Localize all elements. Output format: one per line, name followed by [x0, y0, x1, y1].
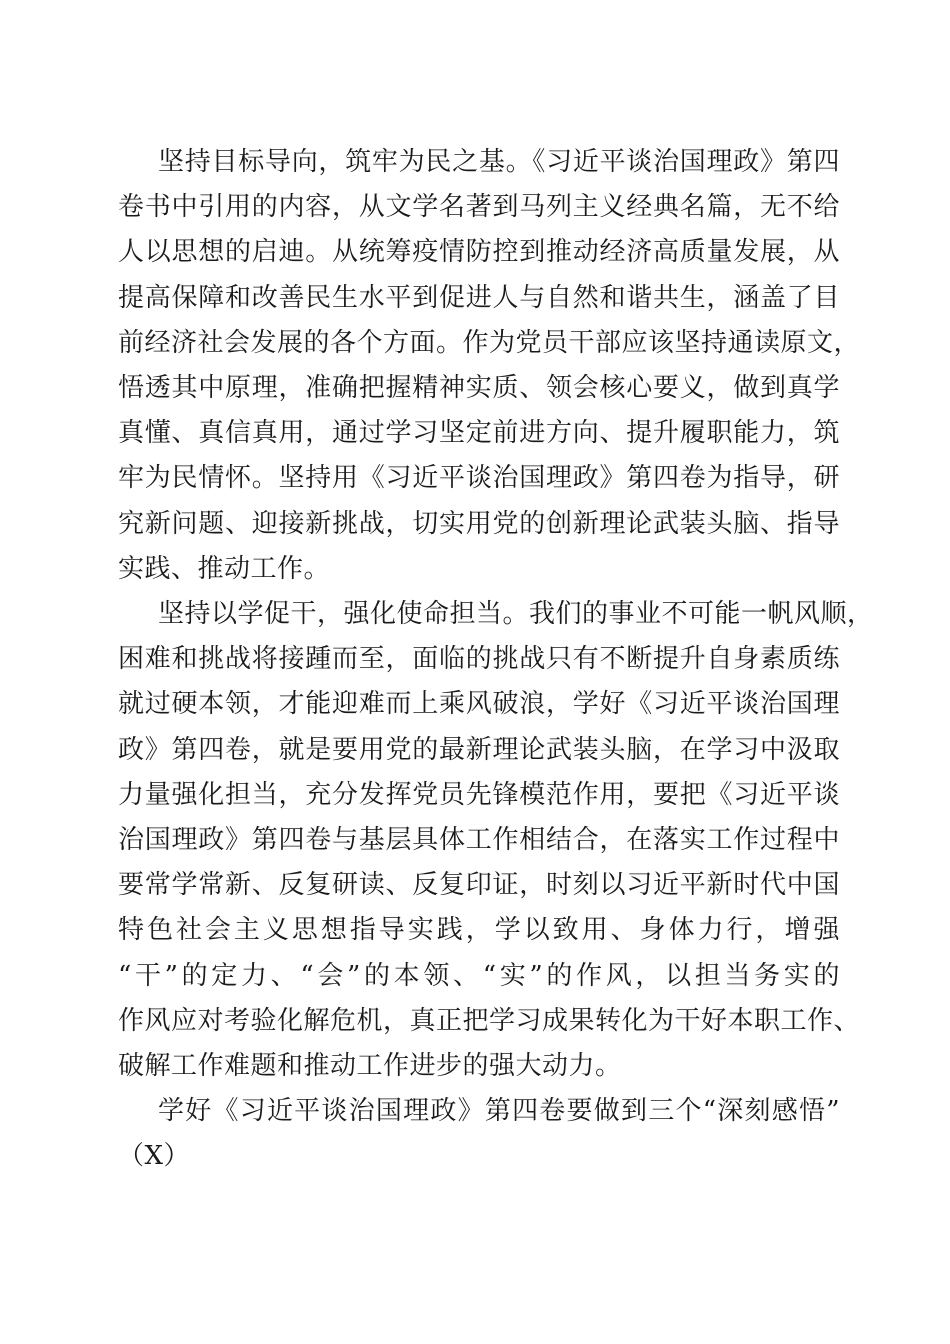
- paragraph-line: 卷书中引用的内容，从文学名著到马列主义经典名篇，无不给: [118, 192, 840, 223]
- paragraph-line: 破解工作难题和推动工作进步的强大动力。: [118, 1051, 622, 1082]
- paragraph-line: 治国理政》第四卷与基层具体工作相结合，在落实工作过程中: [118, 825, 840, 856]
- paragraph-line: 提高保障和改善民生水平到促进人与自然和谐共生，涵盖了目: [118, 282, 840, 313]
- paragraph-line: 坚持目标导向，筑牢为民之基。《习近平谈治国理政》第四: [158, 147, 840, 177]
- paragraph-line: 力量强化担当，充分发挥党员先锋模范作用，要把《习近平谈: [118, 779, 840, 810]
- paragraph-line: 悟透其中原理，准确把握精神实质、领会核心要义，做到真学: [118, 373, 840, 404]
- paragraph-line: 要常学常新、反复研读、反复印证，时刻以习近平新时代中国: [118, 870, 840, 901]
- paragraph-line: 特色社会主义思想指导实践，学以致用、身体力行，增强: [118, 915, 840, 946]
- paragraph-line: 坚持以学促干，强化使命担当。我们的事业不可能一帆风顺，: [158, 599, 874, 630]
- paragraph-line: 困难和挑战将接踵而至，面临的挑战只有不断提升自身素质练: [118, 644, 840, 675]
- paragraph-line: 实践、推动工作。: [118, 553, 331, 584]
- paragraph-section-heading: [118, 1089, 840, 1179]
- paragraph-line: 学好《习近平谈治国理政》第四卷要做到三个“深刻感悟”: [158, 1096, 840, 1127]
- paragraph-line: 政》第四卷，就是要用党的最新理论武装头脑，在学习中汲取: [118, 734, 840, 765]
- paragraph-line: 牢为民情怀。坚持用《习近平谈治国理政》第四卷为指导，研: [118, 463, 840, 494]
- paragraph-line: （X）: [118, 1141, 191, 1172]
- paragraph-line: 人以思想的启迪。从统筹疫情防控到推动经济高质量发展，从: [118, 237, 840, 268]
- paragraph-line: 究新问题、迎接新挑战，切实用党的创新理论武装头脑、指导: [118, 508, 840, 539]
- paragraph-line: 作风应对考验化解危机，真正把学习成果转化为干好本职工作、: [118, 1005, 861, 1036]
- paragraph-line: 真懂、真信真用，通过学习坚定前进方向、提升履职能力，筑: [118, 418, 840, 449]
- paragraph-learning-promotes-work: [118, 592, 874, 1089]
- paragraph-line: 就过硬本领，才能迎难而上乘风破浪，学好《习近平谈治国理: [118, 689, 840, 720]
- paragraph-line: “干”的定力、“会”的本领、“实”的作风，以担当务实的: [118, 960, 840, 991]
- paragraph-line: 前经济社会发展的各个方面。作为党员干部应该坚持通读原文，: [118, 327, 861, 358]
- document-body: [118, 140, 874, 1180]
- paragraph-goal-orientation: [118, 140, 861, 592]
